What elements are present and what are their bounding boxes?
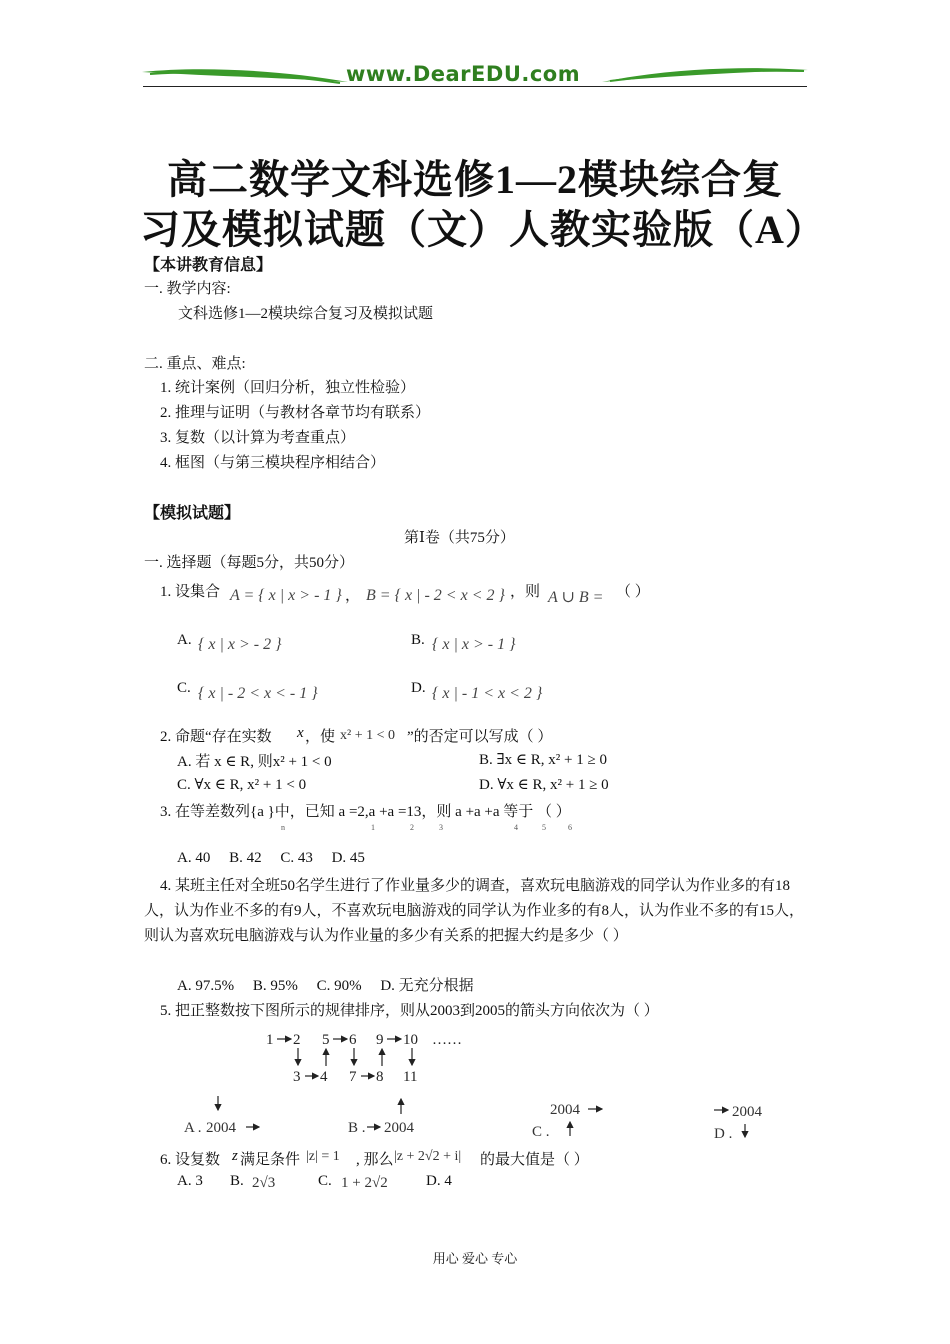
seq-dots: …… xyxy=(432,1032,462,1048)
seq-number: 1 xyxy=(266,1032,274,1048)
q1-paren: （ ） xyxy=(616,584,650,600)
option-label: D . xyxy=(714,1126,733,1142)
q6-stem-b: 满足条件 xyxy=(240,1152,301,1168)
option-number: 2004 xyxy=(206,1120,236,1136)
q3-subscript: 5 xyxy=(542,823,546,832)
info-heading: 【本讲教育信息】 xyxy=(144,257,273,274)
option-number: 2004 xyxy=(732,1104,762,1120)
q1-stem: 1. 设集合 xyxy=(160,584,221,600)
q3-subscript: 3 xyxy=(439,823,443,832)
q6-stem-d: 的最大值是（ ） xyxy=(480,1152,589,1168)
q1-option-c-label: C. xyxy=(177,680,191,696)
seq-number: 4 xyxy=(320,1069,328,1085)
q5-option-b xyxy=(346,1094,430,1136)
header-swoosh-left xyxy=(140,64,350,86)
q2-option-c: C. ∀x ∈ R, x² + 1 < 0 xyxy=(177,777,307,793)
q6-var: z xyxy=(232,1148,238,1164)
q1-set-b: B = { x | - 2 < x < 2 } xyxy=(366,587,505,604)
q5-sequence-diagram xyxy=(260,1026,480,1088)
q5-option-d xyxy=(712,1098,782,1142)
q1-set-a: A = { x | x > - 1 } xyxy=(230,587,342,604)
q1-option-d-label: D. xyxy=(411,680,426,696)
q2-stem-c: ”的否定可以写成（ ） xyxy=(407,729,553,745)
q1-option-b-label: B. xyxy=(411,632,425,648)
q1-option-a-label: A. xyxy=(177,632,192,648)
page-footer: 用心 爱心 专心 xyxy=(432,1251,518,1266)
option-label: C . xyxy=(532,1124,550,1140)
q3-subscript: 2 xyxy=(410,823,414,832)
seq-number: 5 xyxy=(322,1032,330,1048)
doc-title-line2: 习及模拟试题（文）人教实验版（A） xyxy=(140,207,826,252)
q3-stem: 3. 在等差数列{a }中，已知 a =2,a +a =13，则 a +a +a 等于 （ ） xyxy=(160,804,571,820)
seq-number: 6 xyxy=(349,1032,357,1048)
q1-comma: ， xyxy=(345,588,361,604)
q2-option-b: B. ∃x ∈ R, x² + 1 ≥ 0 xyxy=(479,752,607,768)
q6-option-b-label: B. xyxy=(230,1173,244,1189)
q5-option-c xyxy=(530,1096,620,1140)
doc-title-line1: 高二数学文科选修1—2模块综合复 xyxy=(167,157,783,202)
option-label: A . xyxy=(184,1120,202,1136)
q2-expr: x² + 1 < 0 xyxy=(340,728,395,743)
content-label: 一. 教学内容: xyxy=(144,281,231,297)
q1-option-b-expr: { x | x > - 1 } xyxy=(432,636,516,653)
q4-text: 4. 某班主任对全班50名学生进行了作业量多少的调查，喜欢玩电脑游戏的同学认为作业多的有18人，认为作业不多的有9人，不喜欢玩电脑游戏的同学认为作业多的有8人，认为作业不多的有15人，则认为喜欢玩电脑游戏与认为作业量的多少有关系的把握大约是多少（ ） xyxy=(144,878,805,944)
exam-heading: 【模拟试题】 xyxy=(144,505,241,522)
q6-option-b-expr: 2√3 xyxy=(252,1175,276,1191)
q6-condition: |z| = 1 xyxy=(306,1149,340,1164)
q6-option-d: D. 4 xyxy=(426,1173,452,1189)
q6-stem-c: , 那么 xyxy=(356,1152,394,1168)
q3-subscript: n xyxy=(281,823,285,832)
q4-options: A. 97.5% B. 95% C. 90% D. 无充分根据 xyxy=(177,978,474,994)
seq-number: 8 xyxy=(376,1069,384,1085)
q6-expr: |z + 2√2 + i| xyxy=(394,1149,462,1164)
section-1-title: 一. 选择题（每题5分，共50分） xyxy=(144,555,355,571)
q6-stem-a: 6. 设复数 xyxy=(160,1152,221,1168)
q3-options: A. 40 B. 42 C. 43 D. 45 xyxy=(177,850,365,866)
q2-stem-a: 2. 命题“存在实数 xyxy=(160,729,272,745)
q3-subscript: 1 xyxy=(371,823,375,832)
seq-number: 10 xyxy=(403,1032,418,1048)
option-number: 2004 xyxy=(384,1120,414,1136)
key-item: 3. 复数（以计算为考查重点） xyxy=(160,430,356,446)
q1-option-a-expr: { x | x > - 2 } xyxy=(198,636,282,653)
q6-option-a: A. 3 xyxy=(177,1173,203,1189)
q2-stem-b: ，使 xyxy=(305,729,336,745)
brand-logo-text: www.DearEDU.com xyxy=(346,62,581,86)
q6-option-c-label: C. xyxy=(318,1173,332,1189)
content-text: 文科选修1—2模块综合复习及模拟试题 xyxy=(178,306,434,322)
q3-subscript: 6 xyxy=(568,823,572,832)
seq-number: 7 xyxy=(349,1069,357,1085)
seq-number: 2 xyxy=(293,1032,301,1048)
exam-part: 第Ⅰ卷（共75分） xyxy=(404,530,515,546)
header-rule xyxy=(143,86,807,87)
q2-var: x xyxy=(297,725,304,741)
q1-option-c-expr: { x | - 2 < x < - 1 } xyxy=(198,685,318,702)
q2-option-d: D. ∀x ∈ R, x² + 1 ≥ 0 xyxy=(479,777,609,793)
header-swoosh-right xyxy=(600,64,810,86)
q6-option-c-expr: 1 + 2√2 xyxy=(341,1175,388,1191)
seq-number: 11 xyxy=(403,1069,418,1085)
key-item: 2. 推理与证明（与教材各章节均有联系） xyxy=(160,405,431,421)
key-label: 二. 重点、难点: xyxy=(144,356,246,372)
q5-option-a xyxy=(182,1094,262,1136)
key-item: 1. 统计案例（回归分析，独立性检验） xyxy=(160,380,416,396)
seq-number: 9 xyxy=(376,1032,384,1048)
option-number: 2004 xyxy=(550,1102,580,1118)
q3-subscript: 4 xyxy=(514,823,518,832)
key-item: 4. 框图（与第三模块程序相结合） xyxy=(160,455,386,471)
q1-expr: A ∪ B = xyxy=(548,589,604,606)
q1-option-d-expr: { x | - 1 < x < 2 } xyxy=(432,685,543,702)
option-label: B . xyxy=(348,1120,366,1136)
q1-then: ，则 xyxy=(510,584,541,600)
seq-number: 3 xyxy=(293,1069,301,1085)
q2-option-a: A. 若 x ∈ R, 则x² + 1 < 0 xyxy=(177,754,332,770)
q5-stem: 5. 把正整数按下图所示的规律排序，则从2003到2005的箭头方向依次为（ ） xyxy=(160,1003,659,1019)
